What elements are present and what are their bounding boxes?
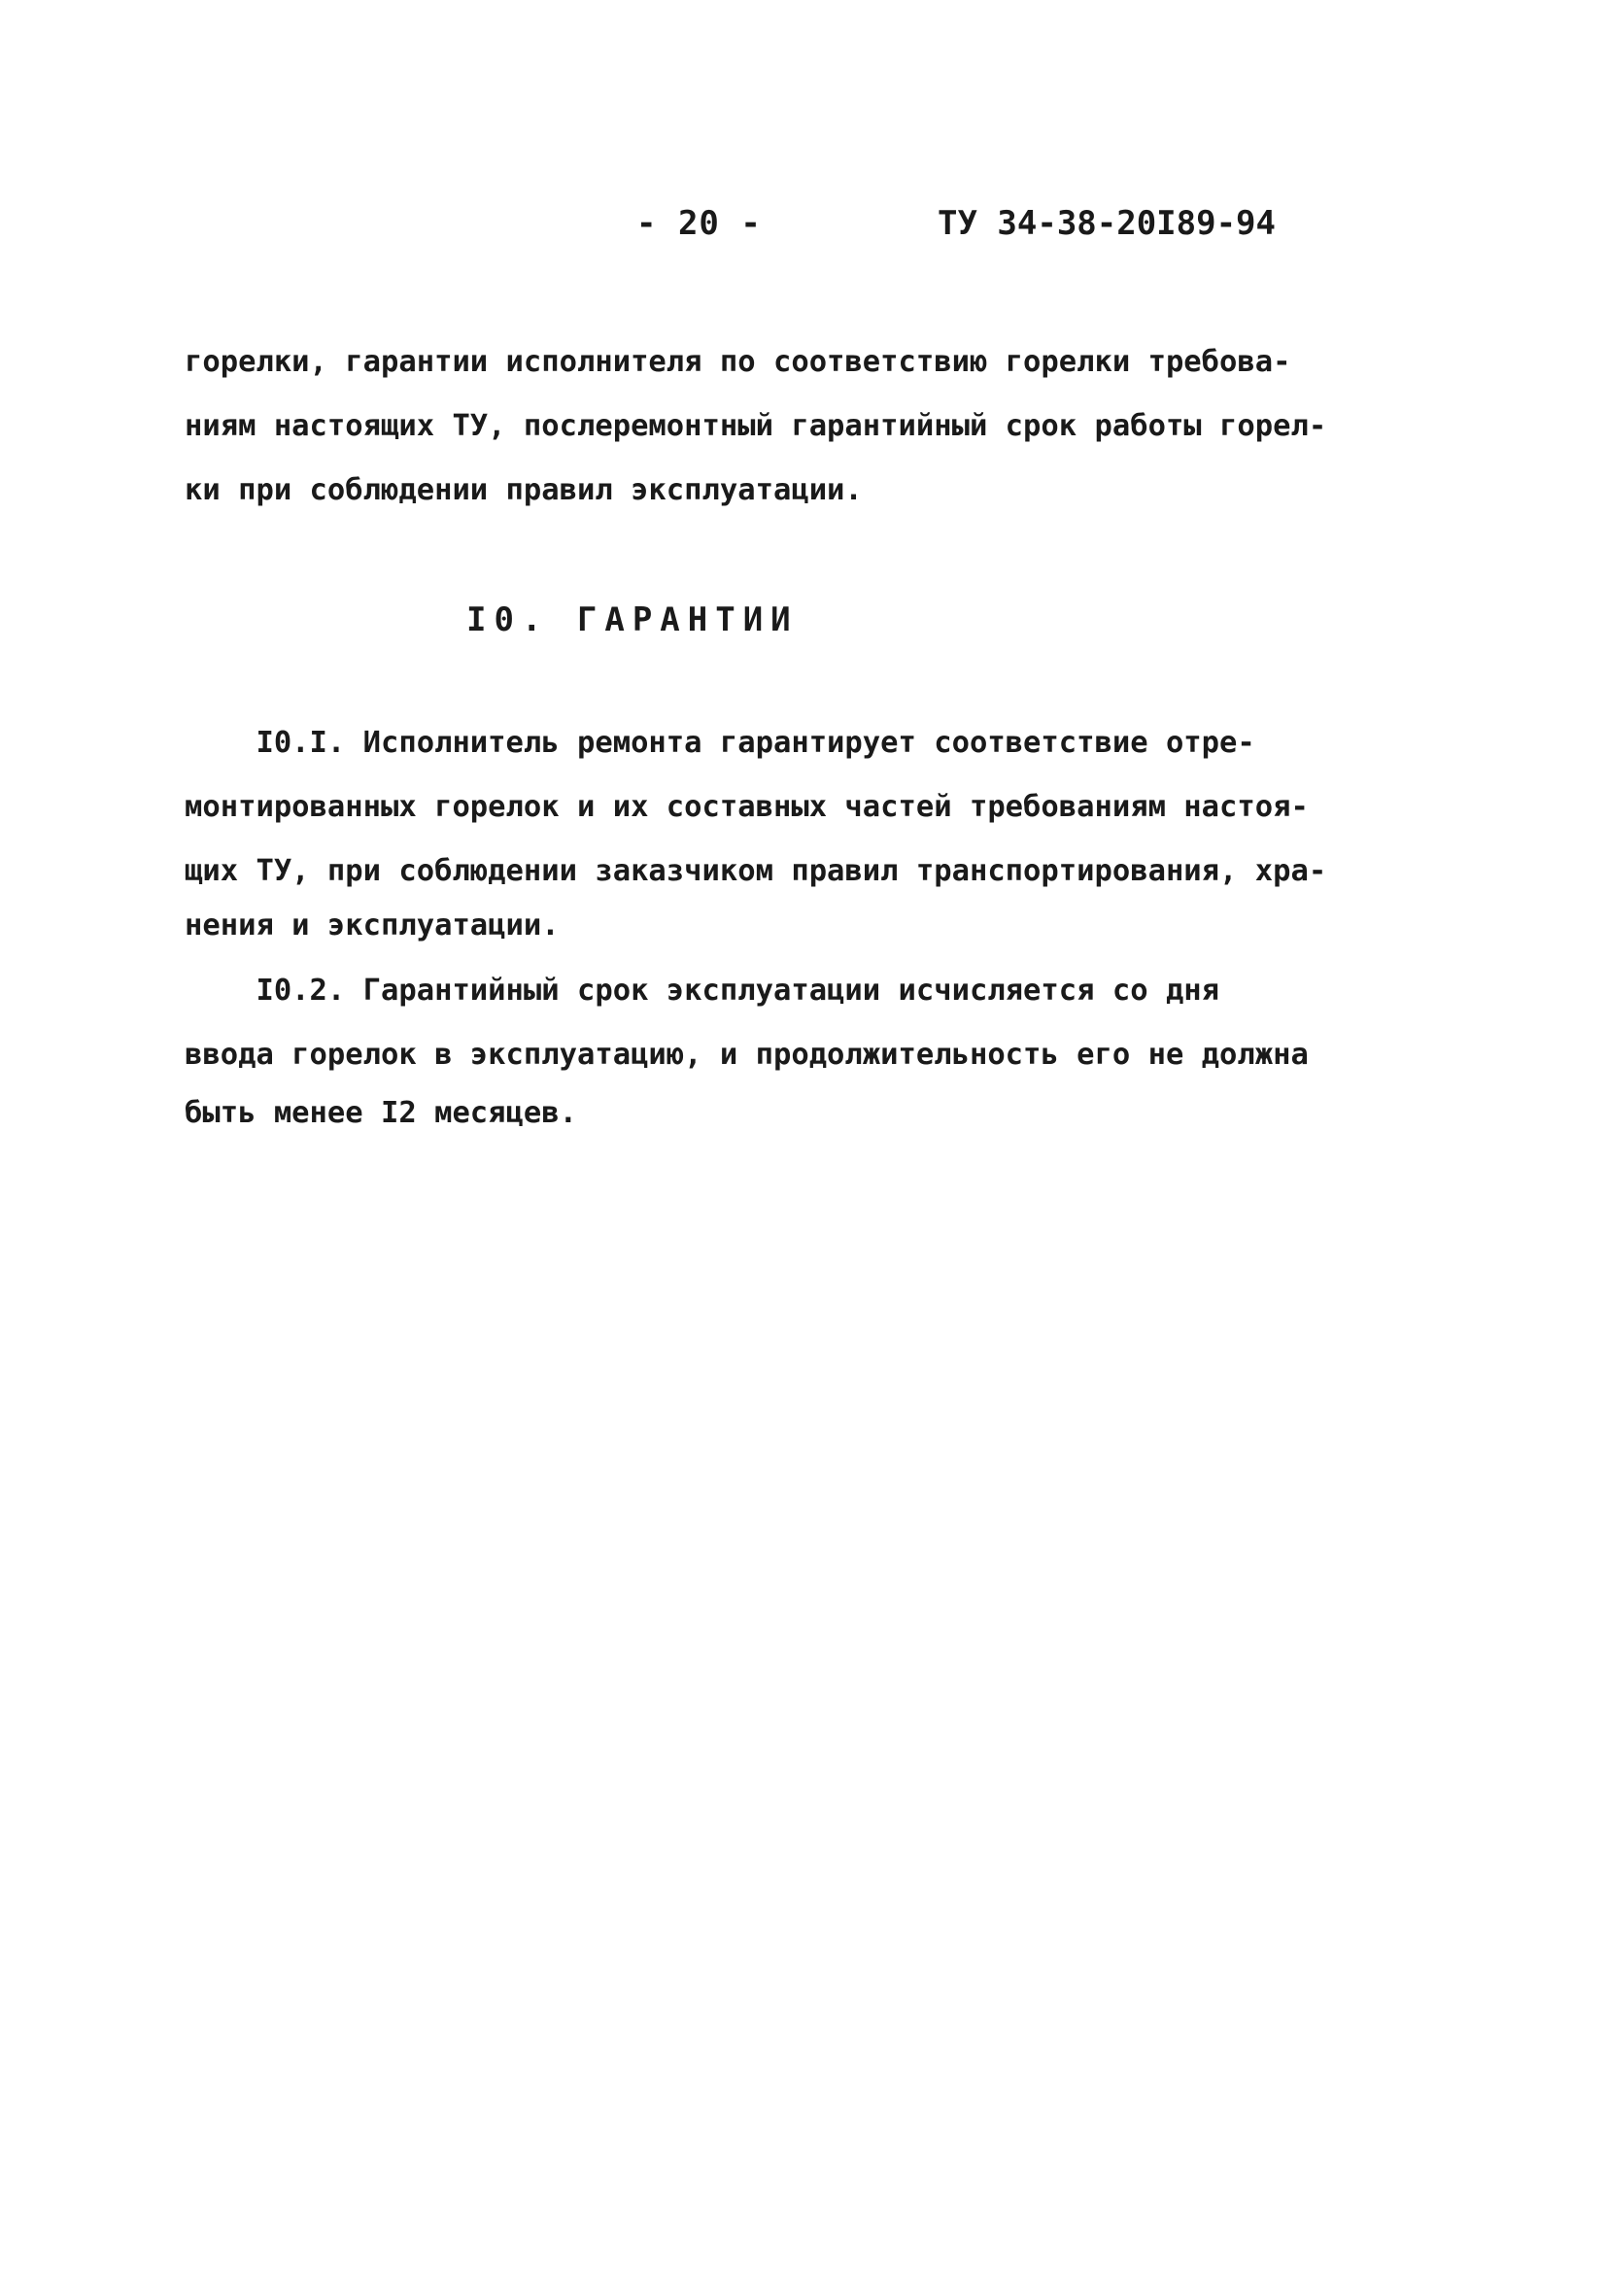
document-code: ТУ 34-38-20I89-94 xyxy=(938,204,1276,243)
clause-line: щих ТУ, при соблюдении заказчиком правил транспортирования, хра- xyxy=(185,854,1327,888)
page-header xyxy=(0,204,1607,262)
clause-line: ввода горелок в эксплуатацию, и продолжительность его не должна xyxy=(185,1038,1309,1072)
section-heading: I0. ГАРАНТИИ xyxy=(466,600,799,639)
page-number: - 20 - xyxy=(636,204,762,243)
intro-line: горелки, гарантии исполнителя по соответствию горелки требова- xyxy=(185,345,1291,379)
clause-line: нения и эксплуатации. xyxy=(185,908,560,942)
clause-line: I0.2. Гарантийный срок эксплуатации исчисляется со дня xyxy=(185,974,1220,1008)
intro-line: ниям настоящих ТУ, послеремонтный гарантийный срок работы горел- xyxy=(185,409,1327,443)
clause-line: монтированных горелок и их составных частей требованиям настоя- xyxy=(185,790,1309,824)
clause-line: I0.I. Исполнитель ремонта гарантирует соответствие отре- xyxy=(185,726,1255,760)
clause-line: быть менее I2 месяцев. xyxy=(185,1096,577,1130)
intro-line: ки при соблюдении правил эксплуатации. xyxy=(185,473,863,507)
